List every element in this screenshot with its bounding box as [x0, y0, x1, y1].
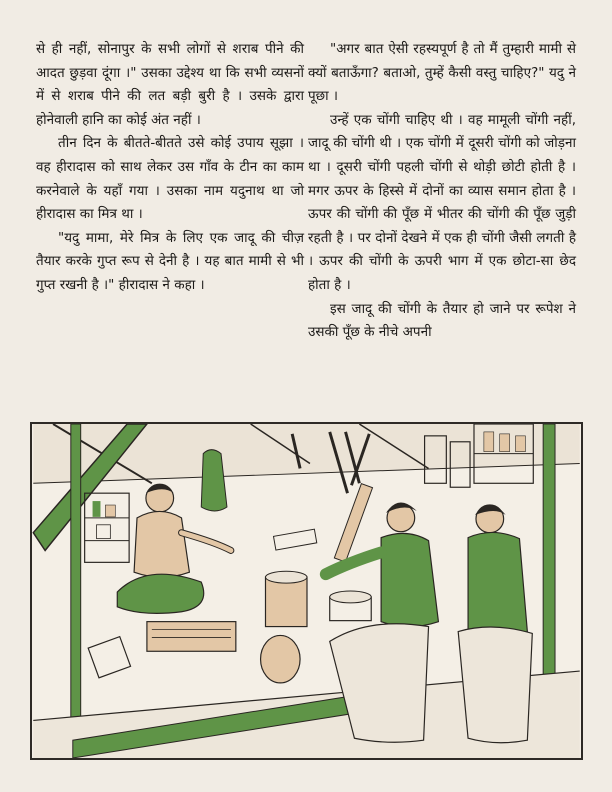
- paragraph: इस जादू की चोंगी के तैयार हो जाने पर रूपेश ने उसकी पूँछ के नीचे अपनी: [308, 300, 576, 341]
- right-text-column: [308, 38, 576, 345]
- left-text-column: [36, 38, 304, 298]
- paragraph: तीन दिन के बीतते-बीतते उसे कोई उपाय सूझा । वह हीरादास को साथ लेकर उस गाँव के टीन का काम करनेवाले के यहाँ गया । उसका नाम यदुनाथ था जो हीरादास का मित्र था ।: [36, 135, 304, 223]
- paragraph: "अगर बात ऐसी रहस्यपूर्ण है तो मैं तुम्हारी मामी से क्यों बताऊँगा? बताओ, तुम्हें कैसी वस्तु चाहिए?" यदु ने पूछा ।: [308, 41, 576, 105]
- pillar: [71, 424, 81, 758]
- paragraph: "यदु मामा, मेरे मित्र के लिए एक जादू की चीज़ तैयार करके गुप्त रूप से देनी है । यह बात मामी से भी गुप्त रखनी है ।" हीरादास ने कहा ।: [36, 229, 304, 293]
- paragraph: से ही नहीं, सोनापुर के सभी लोगों से शराब पीने की आदत छुड़वा दूंगा ।" उसका उद्देश्य था कि सभी व्यसनों में से शराब पीने की लत बड़ी बुरी है । उसके द्वारा होनेवाली हानि का कोई अंत नहीं ।: [36, 41, 304, 128]
- paragraph: उन्हें एक चोंगी चाहिए थी । वह मामूली चोंगी नहीं, जादू की चोंगी थी । एक चोंगी में दूसरी चोंगी को जोड़ना था । दूसरी चोंगी पहली चोंगी से थोड़ी छोटी होती है । मगर ऊपर के हिस्से में दोनों का व्यास समान होता है । ऊपर की चोंगी की पूँछ में भीतर की चोंगी की पूँछ जुड़ी रहती है । पर दोनों देखने में एक ही चोंगी जैसी लगती है । ऊपर की चोंगी के ऊपरी भाग में एक छोटा-सा छेद होता है ।: [308, 111, 576, 293]
- story-illustration: [30, 422, 583, 760]
